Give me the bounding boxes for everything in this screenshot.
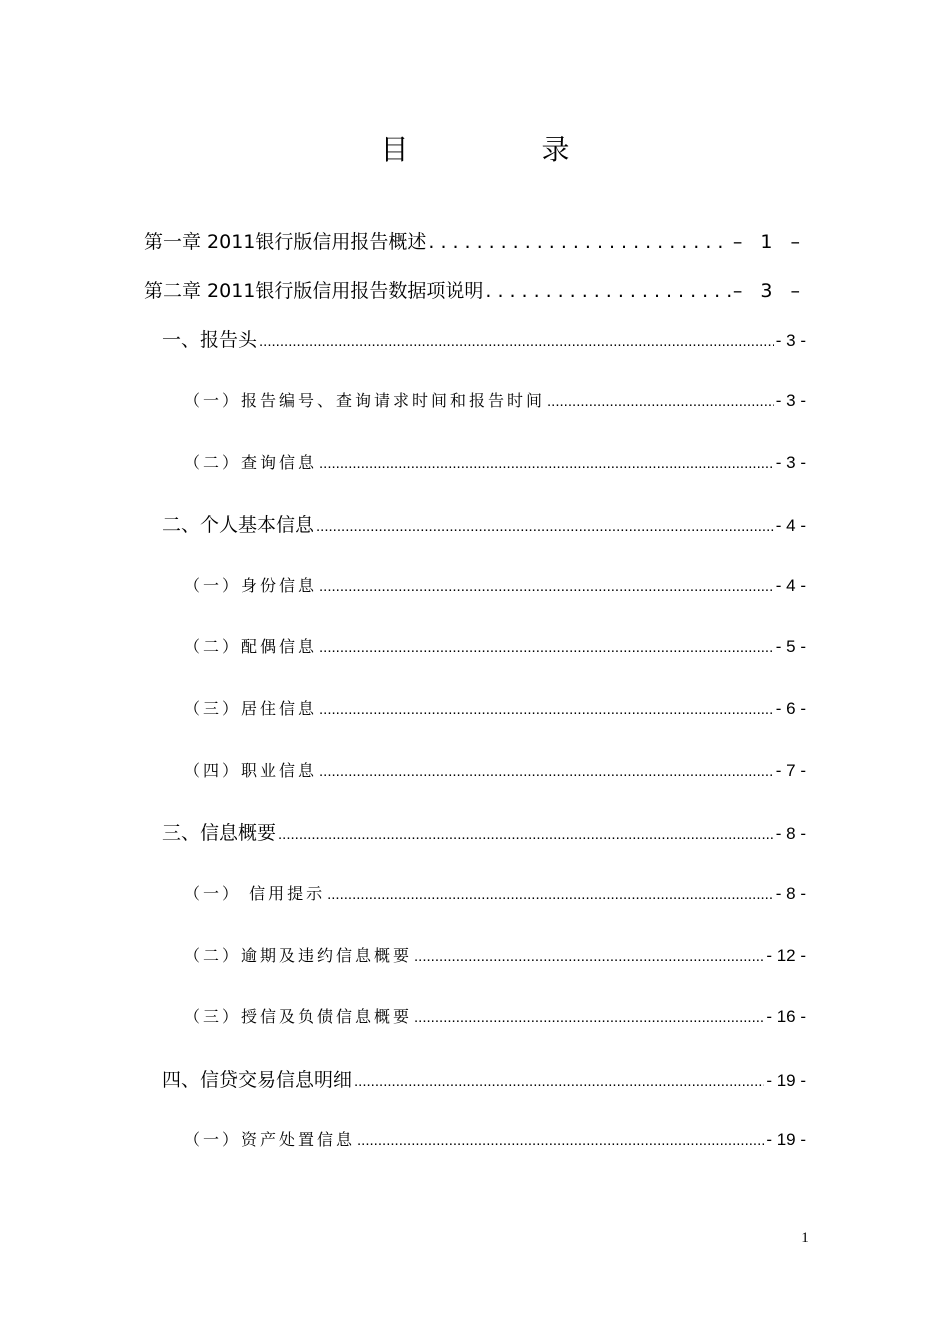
toc-entry-page: - 3 -	[775, 391, 806, 410]
dot-leader	[259, 333, 774, 350]
toc-entry-section[interactable]	[162, 818, 806, 845]
toc-entry-subsection[interactable]	[184, 388, 806, 411]
toc-entry-subsection[interactable]	[184, 634, 806, 657]
toc-entry-label: （一）身份信息	[184, 576, 318, 595]
toc-entry-subsection[interactable]	[184, 758, 806, 781]
toc-entry-label: （二）配偶信息	[184, 637, 318, 656]
dot-leader	[319, 455, 774, 472]
toc-entry-subsection[interactable]	[184, 573, 806, 596]
toc-entry-page: - 19 -	[766, 1071, 806, 1090]
toc-entry-page: - 12 -	[766, 946, 806, 965]
toc-entry-section[interactable]	[162, 325, 806, 352]
toc-entry-page: - 7 -	[775, 761, 806, 780]
dot-leader	[278, 826, 774, 843]
toc-entry-chapter-1[interactable]	[144, 227, 806, 254]
toc-entry-label: 二、个人基本信息	[162, 514, 315, 536]
toc-entry-section[interactable]	[162, 1065, 806, 1092]
toc-entry-label: （二）逾期及违约信息概要	[184, 946, 413, 965]
toc-entry-subsection[interactable]	[184, 943, 806, 966]
page-number: 1	[801, 1230, 809, 1246]
toc-entry-page: - 4 -	[775, 576, 806, 595]
toc-entry-page: - 3 -	[775, 453, 806, 472]
toc-entry-section[interactable]	[162, 510, 806, 537]
dot-leader	[414, 1009, 764, 1026]
toc-entry-page: – 3 –	[732, 280, 806, 302]
toc-entry-label: （三）居住信息	[184, 699, 318, 718]
toc-entry-page: - 8 -	[775, 824, 806, 843]
dot-leader	[547, 393, 774, 410]
toc-entry-label: 四、信贷交易信息明细	[162, 1069, 353, 1091]
dot-leader	[319, 701, 774, 718]
dot-leader	[316, 518, 774, 535]
toc-entry-subsection[interactable]	[184, 450, 806, 473]
toc-entry-page: - 3 -	[775, 331, 806, 350]
toc-entry-chapter-2[interactable]	[144, 276, 806, 303]
toc-entry-page: - 5 -	[775, 637, 806, 656]
dot-leader	[485, 280, 730, 302]
dot-leader	[319, 578, 774, 595]
dot-leader	[327, 886, 774, 903]
toc-entry-label: （二）查询信息	[184, 453, 318, 472]
toc-entry-page: - 8 -	[775, 884, 806, 903]
toc-entry-page: - 6 -	[775, 699, 806, 718]
dot-leader	[357, 1132, 764, 1149]
toc-entry-subsection[interactable]	[184, 696, 806, 719]
toc-entry-page: - 4 -	[775, 516, 806, 535]
toc-entry-page: - 19 -	[766, 1130, 806, 1149]
toc-entry-label: 三、信息概要	[162, 822, 277, 844]
toc-entry-page: – 1 –	[732, 231, 806, 253]
dot-leader	[414, 948, 764, 965]
toc-entry-subsection[interactable]	[184, 1127, 806, 1150]
toc-entry-subsection[interactable]	[184, 1004, 806, 1027]
toc-entry-label: （一）报告编号、查询请求时间和报告时间	[184, 391, 546, 410]
toc-title: 目 录	[380, 133, 632, 166]
dot-leader	[319, 763, 774, 780]
toc-entry-label: （一） 信用提示	[184, 884, 326, 903]
toc-entry-label: （一）资产处置信息	[184, 1130, 356, 1149]
toc-entry-label: 第一章 2011银行版信用报告概述	[144, 231, 427, 253]
toc-entry-label: 一、报告头	[162, 329, 258, 351]
dot-leader	[428, 231, 730, 253]
toc-entry-label: 第二章 2011银行版信用报告数据项说明	[144, 280, 484, 302]
toc-entry-label: （三）授信及负债信息概要	[184, 1007, 413, 1026]
toc-entry-label: （四）职业信息	[184, 761, 318, 780]
toc-entry-page: - 16 -	[766, 1007, 806, 1026]
toc-entry-subsection[interactable]	[184, 881, 806, 904]
dot-leader	[319, 639, 774, 656]
dot-leader	[354, 1073, 764, 1090]
